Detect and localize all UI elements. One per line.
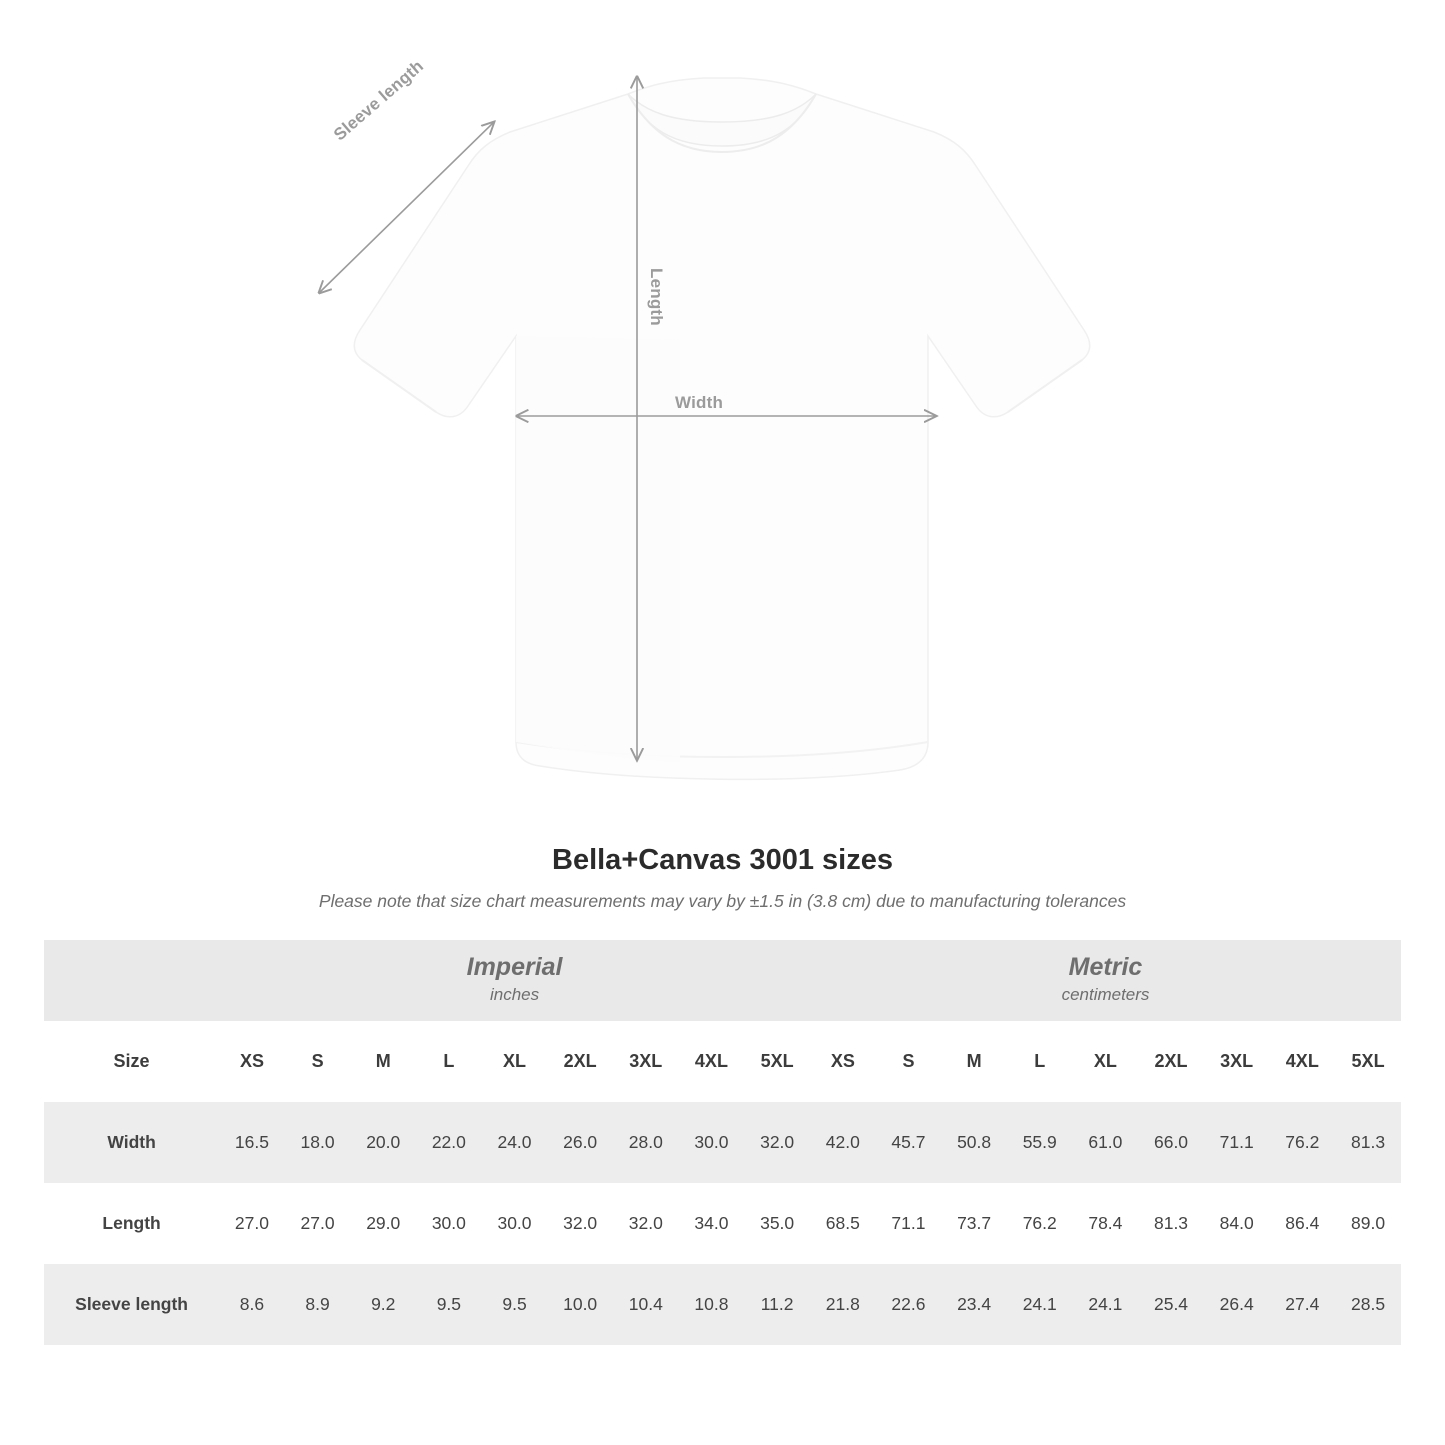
cell-length-s-metric: 71.1 <box>876 1183 942 1264</box>
col-header-xs-metric: XS <box>810 1021 876 1102</box>
cell-length-3xl-imperial: 32.0 <box>613 1183 679 1264</box>
cell-length-m-imperial: 29.0 <box>350 1183 416 1264</box>
cell-sleeve-2xl-imperial: 10.0 <box>547 1264 613 1345</box>
cell-length-4xl-metric: 86.4 <box>1269 1183 1335 1264</box>
row-label-size: Size <box>44 1021 219 1102</box>
cell-sleeve-5xl-imperial: 11.2 <box>744 1264 810 1345</box>
cell-length-xl-metric: 78.4 <box>1073 1183 1139 1264</box>
col-header-2xl-imperial: 2XL <box>547 1021 613 1102</box>
unit-header-row <box>44 940 1401 1021</box>
cell-width-3xl-imperial: 28.0 <box>613 1102 679 1183</box>
cell-length-4xl-imperial: 34.0 <box>679 1183 745 1264</box>
title-block <box>0 844 1445 912</box>
row-label-width: Width <box>44 1102 219 1183</box>
cell-length-xs-metric: 68.5 <box>810 1183 876 1264</box>
cell-sleeve-2xl-metric: 25.4 <box>1138 1264 1204 1345</box>
col-header-5xl-metric: 5XL <box>1335 1021 1401 1102</box>
col-header-2xl-metric: 2XL <box>1138 1021 1204 1102</box>
cell-length-l-imperial: 30.0 <box>416 1183 482 1264</box>
cell-width-l-metric: 55.9 <box>1007 1102 1073 1183</box>
cell-length-3xl-metric: 84.0 <box>1204 1183 1270 1264</box>
cell-width-l-imperial: 22.0 <box>416 1102 482 1183</box>
size-table-wrapper <box>44 940 1401 1345</box>
col-header-xl-imperial: XL <box>482 1021 548 1102</box>
row-label-sleeve-length: Sleeve length <box>44 1264 219 1345</box>
cell-sleeve-5xl-metric: 28.5 <box>1335 1264 1401 1345</box>
cell-width-s-metric: 45.7 <box>876 1102 942 1183</box>
cell-sleeve-3xl-imperial: 10.4 <box>613 1264 679 1345</box>
cell-width-2xl-metric: 66.0 <box>1138 1102 1204 1183</box>
col-header-4xl-imperial: 4XL <box>679 1021 745 1102</box>
cell-width-5xl-metric: 81.3 <box>1335 1102 1401 1183</box>
col-header-m-imperial: M <box>350 1021 416 1102</box>
col-header-xl-metric: XL <box>1073 1021 1139 1102</box>
unit-sub-metric: centimeters <box>1061 985 1150 1005</box>
row-label-length: Length <box>44 1183 219 1264</box>
cell-sleeve-4xl-imperial: 10.8 <box>679 1264 745 1345</box>
unit-sub-imperial: inches <box>489 985 540 1005</box>
tshirt-shape <box>354 78 1090 779</box>
cell-width-s-imperial: 18.0 <box>285 1102 351 1183</box>
unit-name-imperial: Imperial <box>466 952 563 981</box>
col-header-m-metric: M <box>941 1021 1007 1102</box>
unit-name-metric: Metric <box>1068 952 1143 981</box>
col-header-5xl-imperial: 5XL <box>744 1021 810 1102</box>
table-row-length <box>44 1183 1401 1264</box>
cell-width-xl-metric: 61.0 <box>1073 1102 1139 1183</box>
length-dimension-label: Length <box>647 268 666 326</box>
cell-width-4xl-metric: 76.2 <box>1269 1102 1335 1183</box>
col-header-s-metric: S <box>876 1021 942 1102</box>
col-header-l-imperial: L <box>416 1021 482 1102</box>
size-header-row <box>44 1021 1401 1102</box>
cell-sleeve-m-imperial: 9.2 <box>350 1264 416 1345</box>
cell-length-2xl-imperial: 32.0 <box>547 1183 613 1264</box>
cell-length-xl-imperial: 30.0 <box>482 1183 548 1264</box>
col-header-xs-imperial: XS <box>219 1021 285 1102</box>
size-table <box>44 940 1401 1345</box>
unit-header-metric <box>810 940 1401 1021</box>
cell-width-xs-metric: 42.0 <box>810 1102 876 1183</box>
cell-length-2xl-metric: 81.3 <box>1138 1183 1204 1264</box>
cell-width-m-imperial: 20.0 <box>350 1102 416 1183</box>
page-title: Bella+Canvas 3001 sizes <box>552 844 893 876</box>
sleeve-length-dimension-label: Sleeve length <box>330 56 428 145</box>
cell-sleeve-4xl-metric: 27.4 <box>1269 1264 1335 1345</box>
cell-sleeve-xl-metric: 24.1 <box>1073 1264 1139 1345</box>
cell-length-s-imperial: 27.0 <box>285 1183 351 1264</box>
cell-width-xl-imperial: 24.0 <box>482 1102 548 1183</box>
col-header-4xl-metric: 4XL <box>1269 1021 1335 1102</box>
tolerance-note: Please note that size chart measurements may vary by ±1.5 in (3.8 cm) due to manufacturing tolerances <box>318 891 1127 911</box>
cell-length-l-metric: 76.2 <box>1007 1183 1073 1264</box>
cell-width-xs-imperial: 16.5 <box>219 1102 285 1183</box>
table-row-sleeve-length <box>44 1264 1401 1345</box>
cell-width-3xl-metric: 71.1 <box>1204 1102 1270 1183</box>
col-header-3xl-imperial: 3XL <box>613 1021 679 1102</box>
cell-sleeve-s-imperial: 8.9 <box>285 1264 351 1345</box>
col-header-s-imperial: S <box>285 1021 351 1102</box>
unit-header-imperial <box>219 940 810 1021</box>
cell-sleeve-l-imperial: 9.5 <box>416 1264 482 1345</box>
cell-length-m-metric: 73.7 <box>941 1183 1007 1264</box>
cell-width-m-metric: 50.8 <box>941 1102 1007 1183</box>
table-row-width <box>44 1102 1401 1183</box>
cell-sleeve-xl-imperial: 9.5 <box>482 1264 548 1345</box>
cell-width-5xl-imperial: 32.0 <box>744 1102 810 1183</box>
cell-sleeve-m-metric: 23.4 <box>941 1264 1007 1345</box>
cell-sleeve-s-metric: 22.6 <box>876 1264 942 1345</box>
cell-sleeve-xs-imperial: 8.6 <box>219 1264 285 1345</box>
col-header-3xl-metric: 3XL <box>1204 1021 1270 1102</box>
cell-sleeve-3xl-metric: 26.4 <box>1204 1264 1270 1345</box>
cell-sleeve-xs-metric: 21.8 <box>810 1264 876 1345</box>
width-dimension-label: Width <box>675 393 724 412</box>
cell-width-2xl-imperial: 26.0 <box>547 1102 613 1183</box>
cell-width-4xl-imperial: 30.0 <box>679 1102 745 1183</box>
cell-length-5xl-imperial: 35.0 <box>744 1183 810 1264</box>
unit-header-spacer <box>44 940 219 1021</box>
cell-length-5xl-metric: 89.0 <box>1335 1183 1401 1264</box>
cell-length-xs-imperial: 27.0 <box>219 1183 285 1264</box>
col-header-l-metric: L <box>1007 1021 1073 1102</box>
cell-sleeve-l-metric: 24.1 <box>1007 1264 1073 1345</box>
